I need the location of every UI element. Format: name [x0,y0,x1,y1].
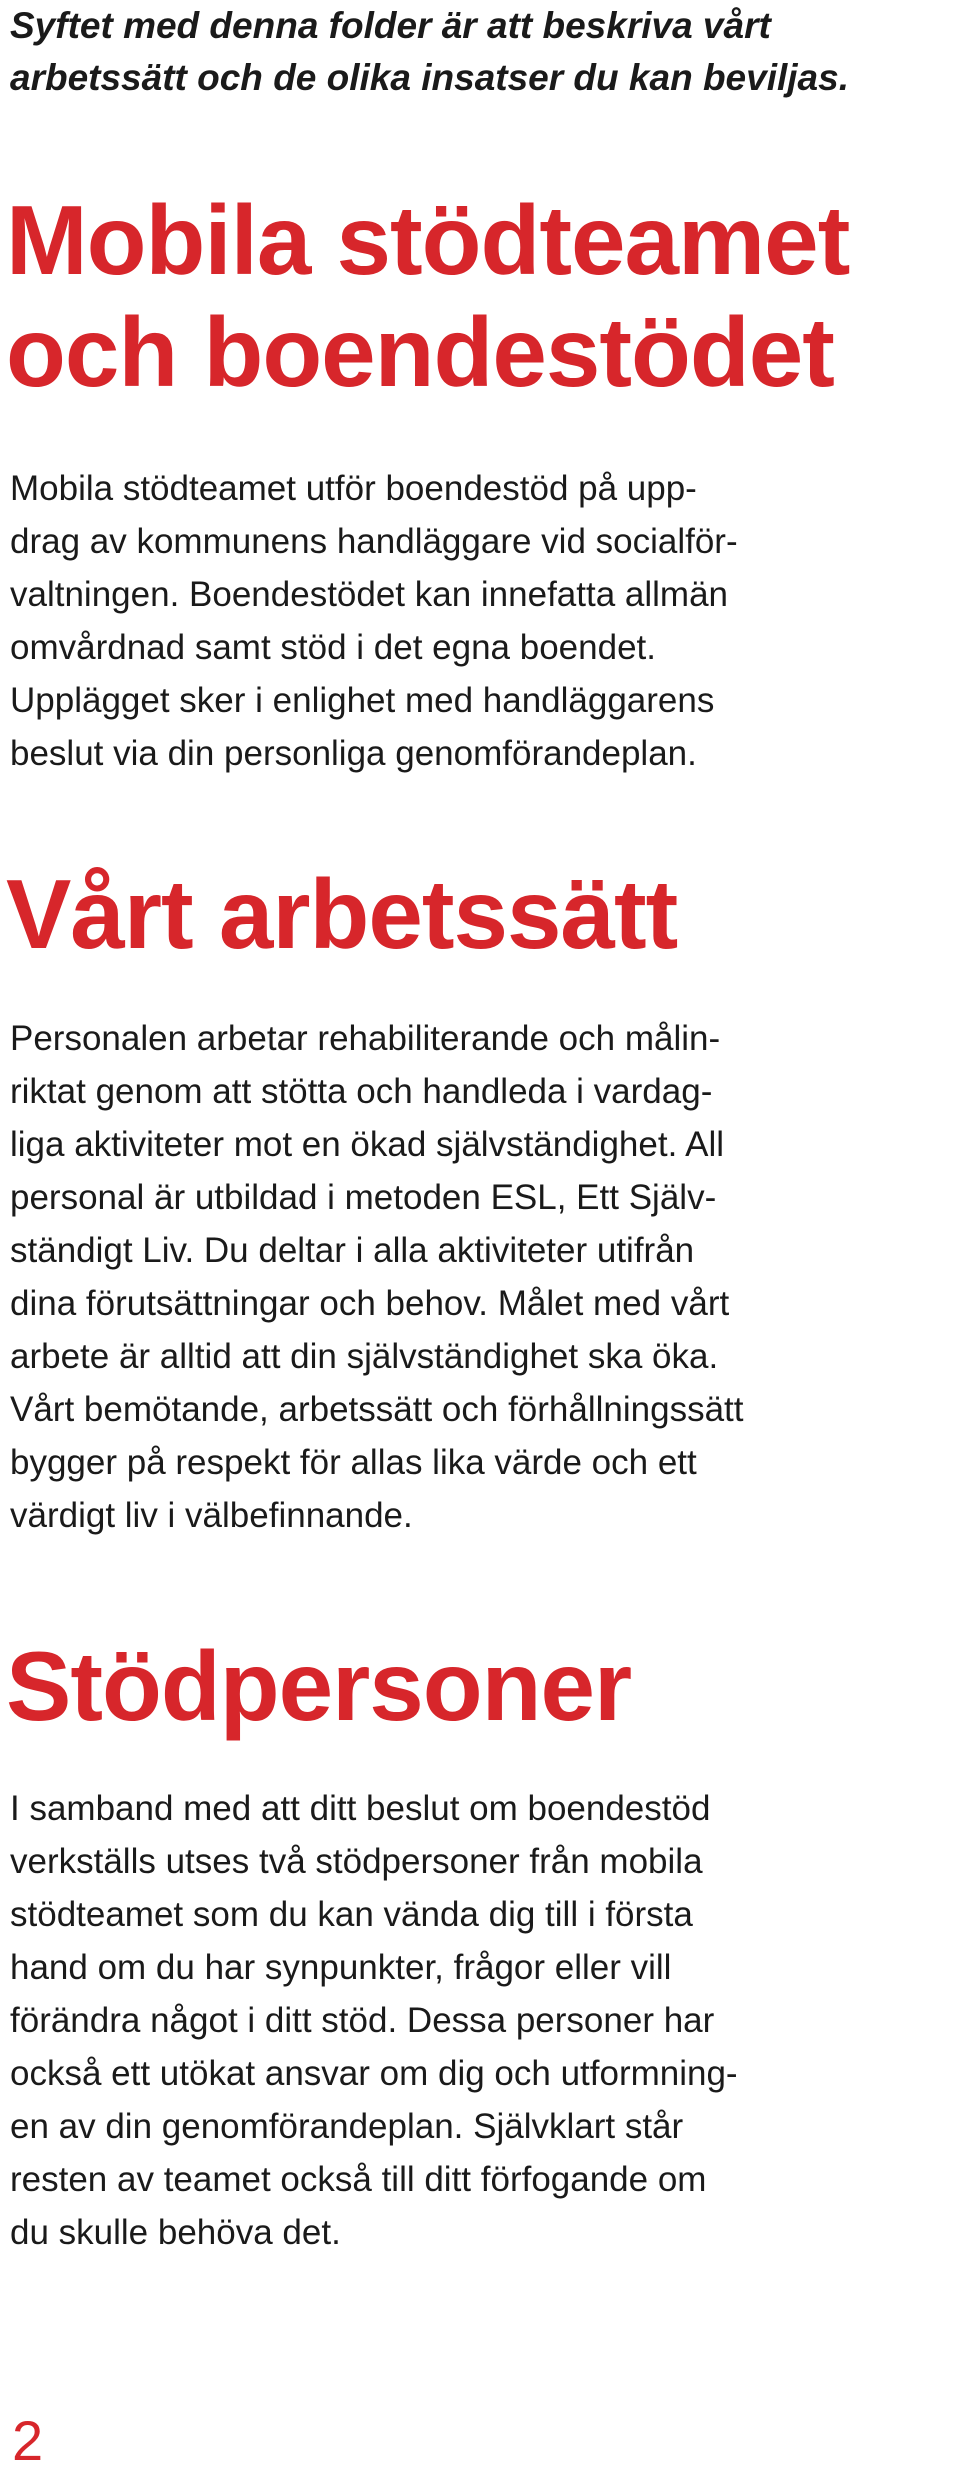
paragraph-vart-arbetssatt: Personalen arbetar rehabiliterande och målin- riktat genom att stötta och handleda i vardag- liga aktiviteter mot en ökad självständighet. All personal är utbildad i metoden ESL, Ett Själv- ständigt Liv. Du deltar i alla aktiviteter utifrån dina förutsättningar och behov. Målet med vårt arbete är alltid att din självständighet ska öka. Vårt bemötande, arbetssätt och förhållningssätt bygger på respekt för allas lika värde och ett värdigt liv i välbefinnande. [10,1019,744,1535]
paragraph-stodpersoner: I samband med att ditt beslut om boendestöd verkställs utses två stödpersoner från mobila stödteamet som du kan vända dig till i första hand om du har synpunkter, frågor eller vill förändra något i ditt stöd. Dessa personer har också ett utökat ansvar om dig och utformning- en av din genomförandeplan. Självklart står resten av teamet också till ditt förfogande om du skulle behöva det. [10,1789,738,2252]
heading-stodpersoner: Stödpersoner [6,1631,632,1741]
heading-mobila-stodteamet: Mobila stödteamet och boendestödet [6,185,850,407]
heading-vart-arbetssatt: Vårt arbetssätt [6,859,678,969]
paragraph-mobila-stodteamet: Mobila stödteamet utför boendestöd på upp- drag av kommunens handläggare vid socialför- valtningen. Boendestödet kan innefatta allmän omvårdnad samt stöd i det egna boendet. Upplägget sker i enlighet med handläggarens beslut via din personliga genomförandeplan. [10,469,738,773]
intro-text: Syftet med denna folder är att beskriva vårt arbetssätt och de olika insatser du kan beviljas. [10,5,849,98]
page-number: 2 [12,2409,44,2472]
